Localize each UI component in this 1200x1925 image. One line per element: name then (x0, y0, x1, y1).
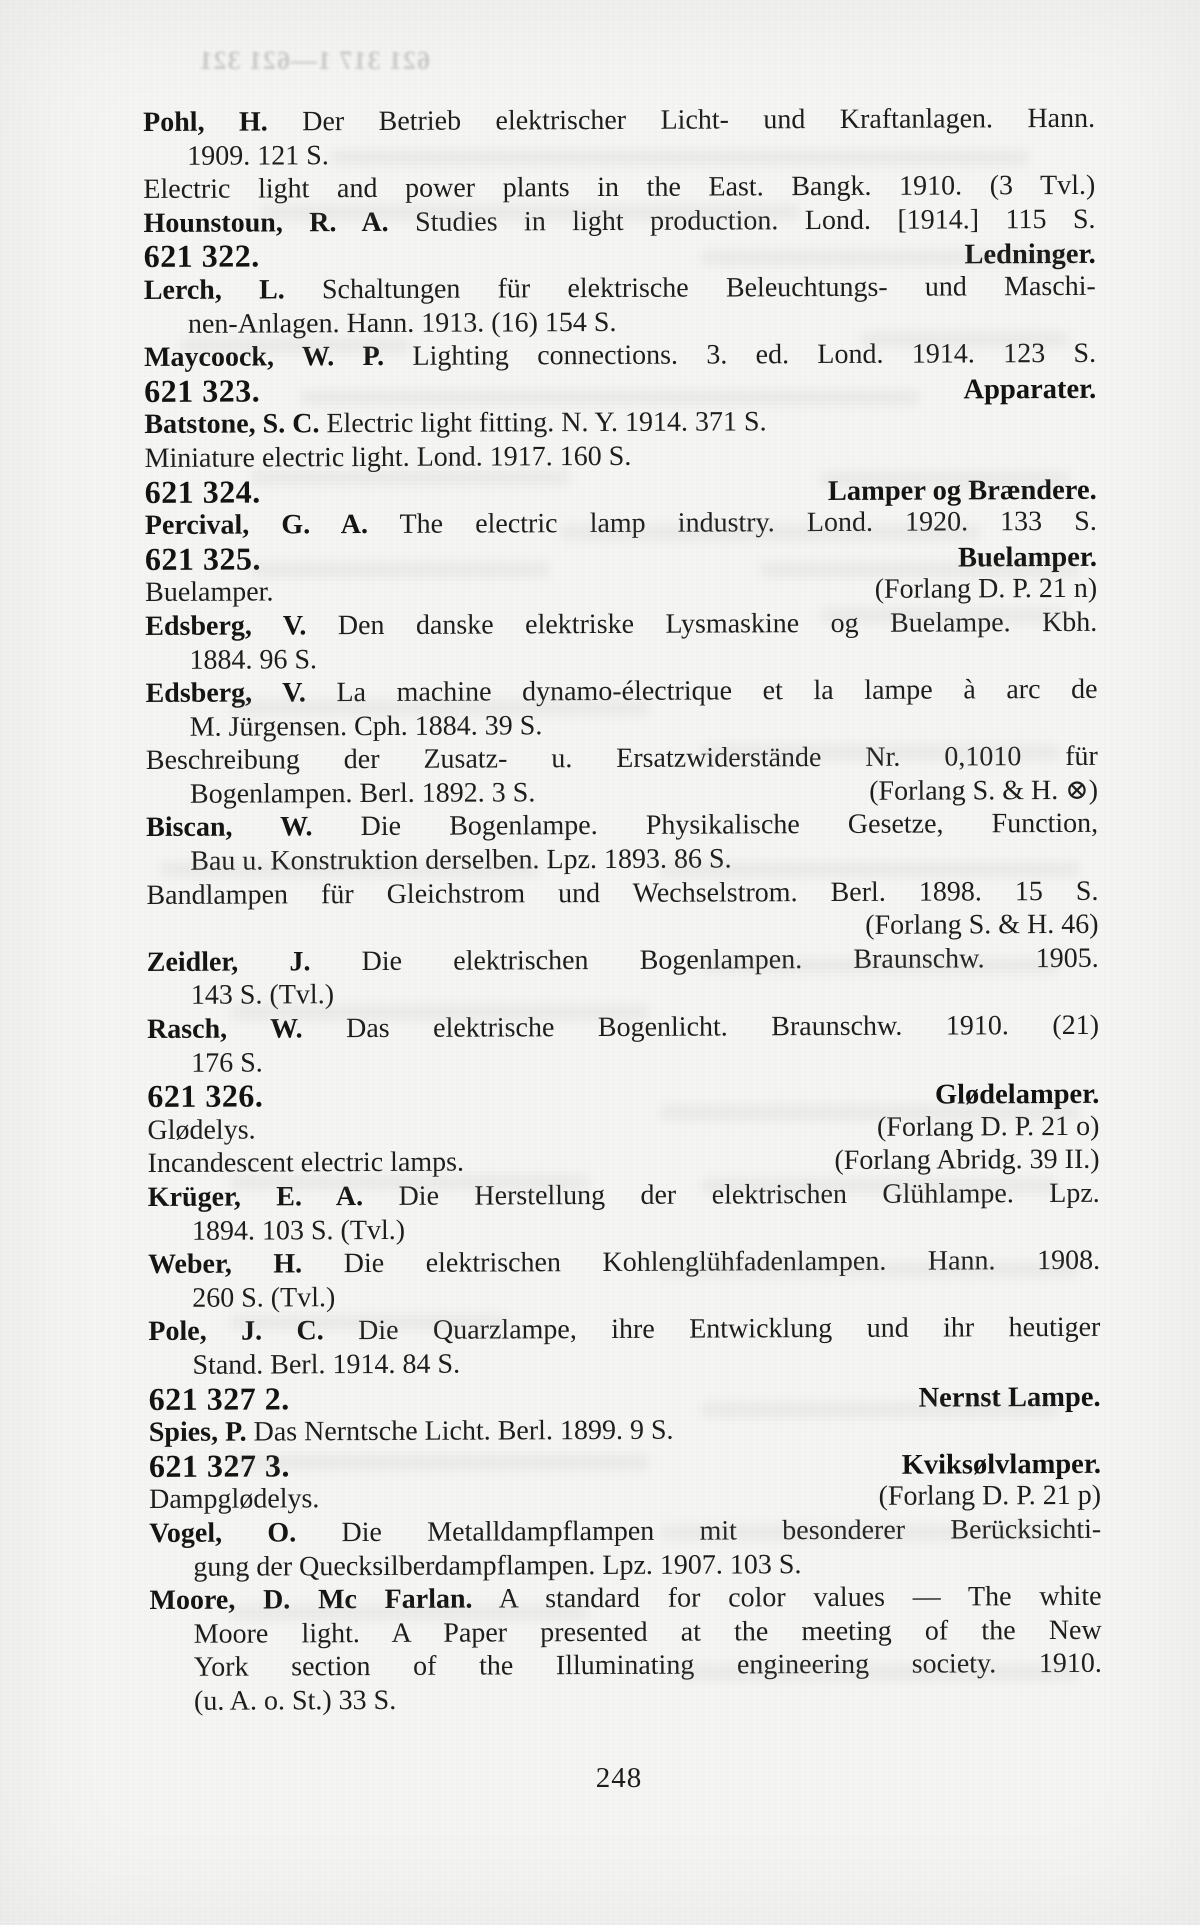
entry-text: 143 S. (Tvl.) (190, 979, 335, 1012)
section-heading: Glødelamper. (934, 1079, 1100, 1111)
bleed-smudge (820, 608, 1070, 623)
bib-entry-line (147, 908, 1099, 946)
bleed-smudge (230, 1455, 650, 1470)
author-name: Edsberg, V. (145, 677, 306, 710)
entry-text: nen-Anlagen. Hann. 1913. (16) 154 S. (187, 306, 617, 340)
entry-text: Die Metalldampflampen mit besonderer Berücksichti- (341, 1513, 1102, 1549)
author-name: Moore, D. Mc Farlan. (149, 1583, 473, 1617)
bleed-smudge (700, 250, 1080, 265)
bib-entry-line (150, 1681, 1102, 1719)
bib-entry-line (143, 169, 1095, 207)
bleed-smudge (560, 525, 980, 540)
forlang-note: (Forlang D. P. 21 p) (878, 1480, 1102, 1513)
entry-text: 1894. 103 S. (Tvl.) (191, 1214, 406, 1247)
section-code: 621 327 3. (148, 1447, 291, 1484)
entry-text: Die Bogenlampe. Physikalische Gesetze, Function, (360, 808, 1099, 843)
author-name: Pohl, H. (143, 106, 268, 138)
entry-text: Bandlampen für Gleichstrom und Wechselstrom. Berl. 1898. 15 S. (146, 875, 1099, 911)
section-code: 621 325. (144, 540, 262, 577)
author-name: Lerch, L. (143, 274, 285, 306)
bleed-smudge (700, 745, 1060, 760)
entry-text: (u. A. o. St.) 33 S. (193, 1684, 397, 1717)
bib-entry-line (146, 807, 1098, 845)
entry-text: Miniature electric light. Lond. 1917. 160 S. (144, 440, 632, 474)
author-name: Edsberg, V. (145, 610, 307, 642)
entry-text: York section of the Illuminating engineering society. 1910. (193, 1648, 1102, 1684)
bib-entry-line (144, 270, 1096, 308)
entry-text: A standard for color values — The white (498, 1580, 1102, 1615)
section-heading: Lamper og Brændere. (827, 474, 1097, 507)
entry-text: Glødelys. (147, 1114, 256, 1146)
bleed-smudge (680, 1665, 1080, 1680)
entry-text: Bogenlampen. Berl. 1892. 3 S. (189, 777, 536, 810)
author-name: Vogel, O. (149, 1517, 297, 1549)
author-name: Rasch, W. (146, 1013, 303, 1046)
section-heading: Kviksølvlamper. (901, 1448, 1102, 1481)
entry-text: gung der Quecksilberdampflampen. Lpz. 1907. 103 S. (193, 1548, 802, 1583)
author-name: Percival, G. A. (144, 509, 369, 542)
bleed-through-header: 621 317 1—621 321 (198, 46, 430, 75)
section-heading: Ledninger. (964, 239, 1096, 271)
author-name: Spies, P. (148, 1416, 247, 1449)
bib-entry-line (143, 102, 1095, 140)
bib-entry-line (149, 1412, 1101, 1450)
bleed-smudge (700, 958, 1060, 973)
entry-text: The electric lamp industry. Lond. 1920. 133 S. (399, 505, 1097, 541)
entry-text: Die Quarzlampe, ihre Entwicklung und ihr heutiger (358, 1312, 1101, 1347)
bleed-smudge (230, 1005, 650, 1020)
author-name: Maycoock, W. P. (144, 341, 385, 374)
bleed-smudge (250, 470, 570, 485)
bleed-smudge (660, 1525, 1080, 1540)
bib-entry-line (144, 404, 1096, 442)
bib-entry-line (148, 1278, 1100, 1316)
bib-entry-line (145, 639, 1097, 677)
section-heading: Buelamper. (957, 541, 1098, 574)
entry-text: 1909. 121 S. (187, 139, 329, 172)
entry-text: M. Jürgensen. Cph. 1884. 39 S. (189, 709, 543, 743)
bleed-smudge (260, 205, 800, 220)
author-name: Zeidler, J. (146, 946, 311, 978)
section-heading: Nernst Lampe. (918, 1381, 1101, 1414)
forlang-note: (Forlang S. & H. ⊗) (869, 774, 1099, 807)
entry-text: Beschreibung der Zusatz- u. Ersatzwiderstände Nr. 0,1010 für (145, 741, 1098, 777)
entry-text: Das elektrische Bogenlicht. Braunschw. 1910. (21) (346, 1009, 1100, 1045)
page-number: 248 (595, 1762, 643, 1794)
entry-text: 1884. 96 S. (189, 643, 318, 676)
bib-entry-line (148, 1210, 1100, 1248)
bleed-smudge (180, 338, 410, 353)
bleed-smudge (700, 1402, 1060, 1417)
bleed-smudge (760, 562, 1080, 577)
entry-text: Stand. Berl. 1914. 84 S. (192, 1348, 461, 1381)
author-name: Biscan, W. (146, 811, 313, 844)
bleed-smudge (860, 332, 1070, 347)
entry-text: Die elektrischen Kohlenglühfadenlampen. Hann. 1908. (343, 1245, 1101, 1280)
entry-text: Die Herstellung der elektrischen Glühlampe. Lpz. (398, 1177, 1100, 1212)
bib-entry-line (148, 1345, 1100, 1383)
bleed-smudge (330, 150, 1030, 165)
entry-text: Den danske elektriske Lysmaskine og Buelampe. Kbh. (337, 606, 1098, 642)
entry-text: Buelamper. (145, 576, 274, 609)
entry-text: Studies in light production. Lond. [1914.] 115 S. (415, 203, 1096, 238)
author-name: Pole, J. C. (148, 1315, 324, 1348)
bleed-smudge (660, 862, 1080, 877)
bib-entry-line (149, 1546, 1101, 1584)
bib-entry-line (149, 1479, 1101, 1517)
entry-text: 260 S. (Tvl.) (192, 1281, 336, 1314)
entry-text: Schaltungen für elektrische Beleuchtungs- und Maschi- (321, 270, 1096, 306)
bleed-smudge (230, 1315, 510, 1330)
bleed-smudge (820, 472, 1070, 487)
bib-entry-line (145, 572, 1097, 610)
entry-text: 176 S. (191, 1047, 263, 1079)
entry-text: Dampglødelys. (149, 1483, 320, 1516)
entry-text: Die elektrischen Bogenlampen. Braunschw. 1905. (361, 942, 1099, 977)
bleed-smudge (160, 862, 540, 877)
section-code: 621 326. (147, 1077, 264, 1115)
author-name: Krüger, E. A. (147, 1181, 364, 1213)
author-name: Hounstoun, R. A. (143, 206, 389, 239)
section-code: 621 322. (143, 237, 260, 275)
bleed-smudge (230, 1175, 590, 1190)
entry-text: Electric light and power plants in the East. Bangk. 1910. (3 Tvl.) (143, 170, 1096, 206)
bleed-smudge (700, 1178, 1060, 1193)
bleed-smudge (660, 1105, 1080, 1120)
forlang-note: (Forlang D. P. 21 n) (874, 573, 1098, 606)
section-code: 621 324. (144, 473, 261, 510)
entry-text: Lighting connections. 3. ed. Lond. 1914. 123 S. (412, 338, 1097, 372)
bleed-smudge (660, 1262, 1080, 1277)
entry-text: La machine dynamo-électrique et la lampe à arc de (336, 673, 1098, 709)
section-heading: Apparater. (963, 373, 1097, 406)
forlang-note: (Forlang D. P. 21 o) (876, 1110, 1100, 1143)
bleed-smudge (230, 700, 650, 715)
bib-entry-line (146, 874, 1098, 912)
forlang-note: (Forlang Abridg. 39 II.) (834, 1144, 1100, 1177)
entry-text: Electric light fitting. N. Y. 1914. 371 S. (326, 406, 767, 440)
entry-text: Bau u. Konstruktion derselben. Lpz. 1893. 86 S. (190, 843, 732, 877)
forlang-note: (Forlang S. & H. 46) (865, 909, 1099, 942)
entry-text: Moore light. A Paper presented at the meeting of the New (193, 1614, 1102, 1650)
section-code: 621 323. (144, 372, 261, 409)
bib-entry-line (147, 1042, 1099, 1080)
entry-text: Incandescent electric lamps. (147, 1147, 465, 1180)
author-name: Weber, H. (147, 1248, 303, 1281)
entry-text: Das Nerntsche Licht. Berl. 1899. 9 S. (253, 1414, 674, 1448)
bleed-smudge (250, 562, 550, 577)
bib-entry-line (146, 774, 1098, 812)
author-name: Batstone, S. C. (144, 408, 320, 441)
bleed-smudge (300, 390, 920, 405)
entry-text: Der Betrieb elektrischer Licht- und Kraftanlagen. Hann. (302, 102, 1096, 138)
section-code: 621 327 2. (148, 1379, 290, 1417)
bleed-smudge (230, 1605, 590, 1620)
